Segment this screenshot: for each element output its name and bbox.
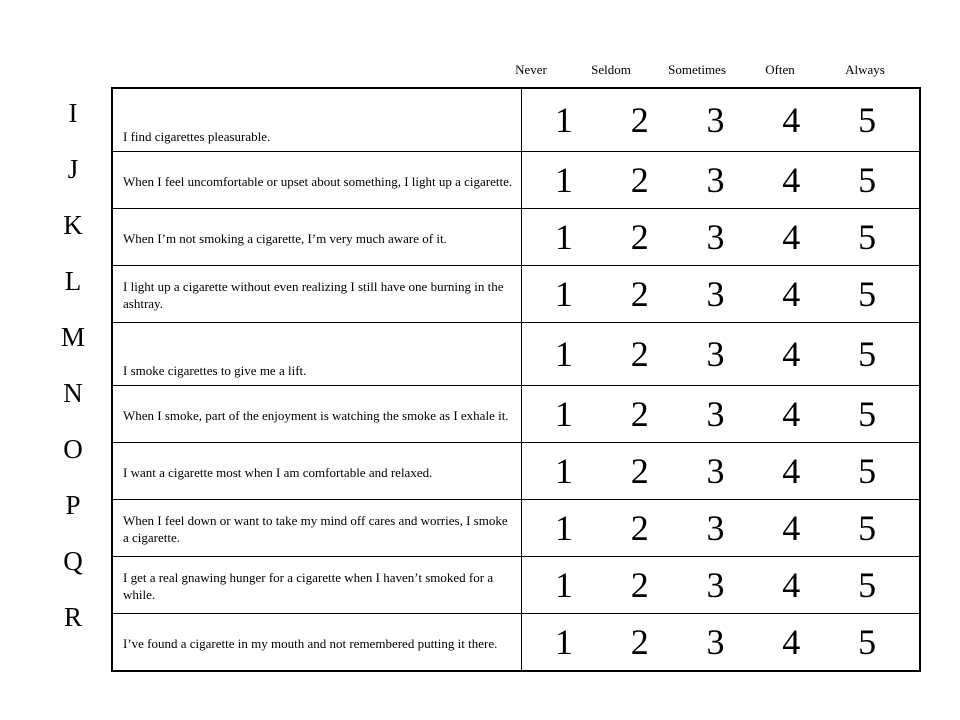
score-option-1[interactable]: 1 — [554, 451, 573, 491]
item-letter: K — [63, 209, 83, 240]
score-option-1[interactable]: 1 — [554, 334, 573, 374]
scale-label-never: Never — [515, 62, 547, 77]
question-row — [112, 209, 920, 266]
question-text: I’ve found a cigarette in my mouth and not remembered putting it there. — [123, 635, 498, 651]
score-option-4[interactable]: 4 — [782, 451, 801, 491]
score-option-4[interactable]: 4 — [782, 274, 801, 314]
score-option-4[interactable]: 4 — [782, 160, 801, 200]
score-cell — [522, 500, 921, 557]
score-option-2[interactable]: 2 — [630, 565, 649, 605]
score-option-4[interactable]: 4 — [782, 565, 801, 605]
score-option-2[interactable]: 2 — [630, 100, 649, 140]
scale-label-always: Always — [845, 62, 885, 77]
item-letter: J — [67, 153, 79, 184]
question-cell — [112, 152, 522, 209]
question-row — [112, 614, 920, 672]
score-option-1[interactable]: 1 — [554, 274, 573, 314]
score-option-1[interactable]: 1 — [554, 622, 573, 662]
score-options — [522, 102, 919, 138]
score-cell — [522, 443, 921, 500]
question-text: I find cigarettes pleasurable. — [123, 129, 271, 144]
question-cell — [112, 386, 522, 443]
question-row — [112, 88, 920, 152]
score-options — [522, 336, 919, 372]
score-option-2[interactable]: 2 — [630, 160, 649, 200]
score-option-4[interactable]: 4 — [782, 217, 801, 257]
score-option-5[interactable]: 5 — [858, 508, 877, 548]
score-option-4[interactable]: 4 — [782, 622, 801, 662]
score-options — [522, 219, 919, 255]
score-option-5[interactable]: 5 — [858, 622, 877, 662]
score-option-5[interactable]: 5 — [858, 217, 877, 257]
item-letter: N — [63, 377, 83, 408]
question-text: When I smoke, part of the enjoyment is watching the smoke as I exhale it. — [123, 407, 509, 423]
question-row — [112, 500, 920, 557]
score-option-3[interactable]: 3 — [706, 217, 725, 257]
item-letter: Q — [63, 545, 83, 576]
item-letter: L — [64, 265, 82, 296]
item-letter: I — [68, 97, 78, 128]
score-option-1[interactable]: 1 — [554, 100, 573, 140]
score-option-2[interactable]: 2 — [630, 334, 649, 374]
survey-table — [111, 87, 921, 672]
score-option-3[interactable]: 3 — [706, 334, 725, 374]
item-letters — [48, 85, 98, 645]
scale-label-sometimes: Sometimes — [668, 62, 726, 77]
score-options — [522, 624, 919, 660]
question-row — [112, 557, 920, 614]
score-options — [522, 162, 919, 198]
scale-label-often: Often — [765, 62, 795, 77]
score-option-1[interactable]: 1 — [554, 508, 573, 548]
scale-header — [0, 62, 960, 82]
score-options — [522, 453, 919, 489]
score-option-5[interactable]: 5 — [858, 274, 877, 314]
score-option-2[interactable]: 2 — [630, 394, 649, 434]
item-letter: O — [63, 433, 83, 464]
score-option-3[interactable]: 3 — [706, 565, 725, 605]
score-option-1[interactable]: 1 — [554, 160, 573, 200]
score-cell — [522, 209, 921, 266]
score-option-5[interactable]: 5 — [858, 565, 877, 605]
question-row — [112, 152, 920, 209]
question-cell — [112, 614, 522, 672]
question-cell — [112, 557, 522, 614]
score-option-1[interactable]: 1 — [554, 394, 573, 434]
score-option-2[interactable]: 2 — [630, 451, 649, 491]
score-option-2[interactable]: 2 — [630, 274, 649, 314]
score-option-4[interactable]: 4 — [782, 508, 801, 548]
question-text: When I feel uncomfortable or upset about something, I light up a cigarette. — [123, 173, 513, 189]
score-option-3[interactable]: 3 — [706, 274, 725, 314]
score-option-5[interactable]: 5 — [858, 334, 877, 374]
question-text: I want a cigarette most when I am comfortable and relaxed. — [123, 464, 433, 480]
scale-label-seldom: Seldom — [591, 62, 631, 77]
score-options — [522, 276, 919, 312]
score-option-3[interactable]: 3 — [706, 622, 725, 662]
question-row — [112, 323, 920, 386]
question-text: I smoke cigarettes to give me a lift. — [123, 363, 307, 378]
question-cell — [112, 266, 522, 323]
score-cell — [522, 152, 921, 209]
score-option-1[interactable]: 1 — [554, 565, 573, 605]
score-option-2[interactable]: 2 — [630, 622, 649, 662]
score-option-4[interactable]: 4 — [782, 334, 801, 374]
score-cell — [522, 386, 921, 443]
score-option-3[interactable]: 3 — [706, 100, 725, 140]
item-letter: M — [60, 321, 85, 352]
item-letter: R — [63, 601, 82, 632]
score-options — [522, 510, 919, 546]
score-option-5[interactable]: 5 — [858, 160, 877, 200]
score-cell — [522, 614, 921, 672]
score-option-4[interactable]: 4 — [782, 394, 801, 434]
question-cell — [112, 443, 522, 500]
score-option-3[interactable]: 3 — [706, 160, 725, 200]
question-text: When I feel down or want to take my mind off cares and worries, I smoke a cigarette. — [123, 513, 508, 545]
score-cell — [522, 266, 921, 323]
question-text: When I’m not smoking a cigarette, I’m very much aware of it. — [123, 230, 447, 246]
question-text: I light up a cigarette without even realizing I still have one burning in the ashtray. — [123, 279, 504, 311]
score-options — [522, 396, 919, 432]
question-cell — [112, 209, 522, 266]
score-option-5[interactable]: 5 — [858, 394, 877, 434]
score-option-1[interactable]: 1 — [554, 217, 573, 257]
survey-body — [112, 88, 920, 671]
score-option-5[interactable]: 5 — [858, 451, 877, 491]
item-letter: P — [65, 489, 81, 520]
score-option-2[interactable]: 2 — [630, 508, 649, 548]
question-row — [112, 386, 920, 443]
score-option-3[interactable]: 3 — [706, 394, 725, 434]
score-option-3[interactable]: 3 — [706, 451, 725, 491]
question-cell — [112, 88, 522, 152]
score-option-3[interactable]: 3 — [706, 508, 725, 548]
question-text: I get a real gnawing hunger for a cigarette when I haven’t smoked for a while. — [123, 570, 494, 602]
question-row — [112, 443, 920, 500]
question-row — [112, 266, 920, 323]
score-option-4[interactable]: 4 — [782, 100, 801, 140]
score-cell — [522, 323, 921, 386]
question-cell — [112, 500, 522, 557]
score-options — [522, 567, 919, 603]
score-cell — [522, 88, 921, 152]
score-cell — [522, 557, 921, 614]
score-option-2[interactable]: 2 — [630, 217, 649, 257]
question-cell — [112, 323, 522, 386]
score-option-5[interactable]: 5 — [858, 100, 877, 140]
